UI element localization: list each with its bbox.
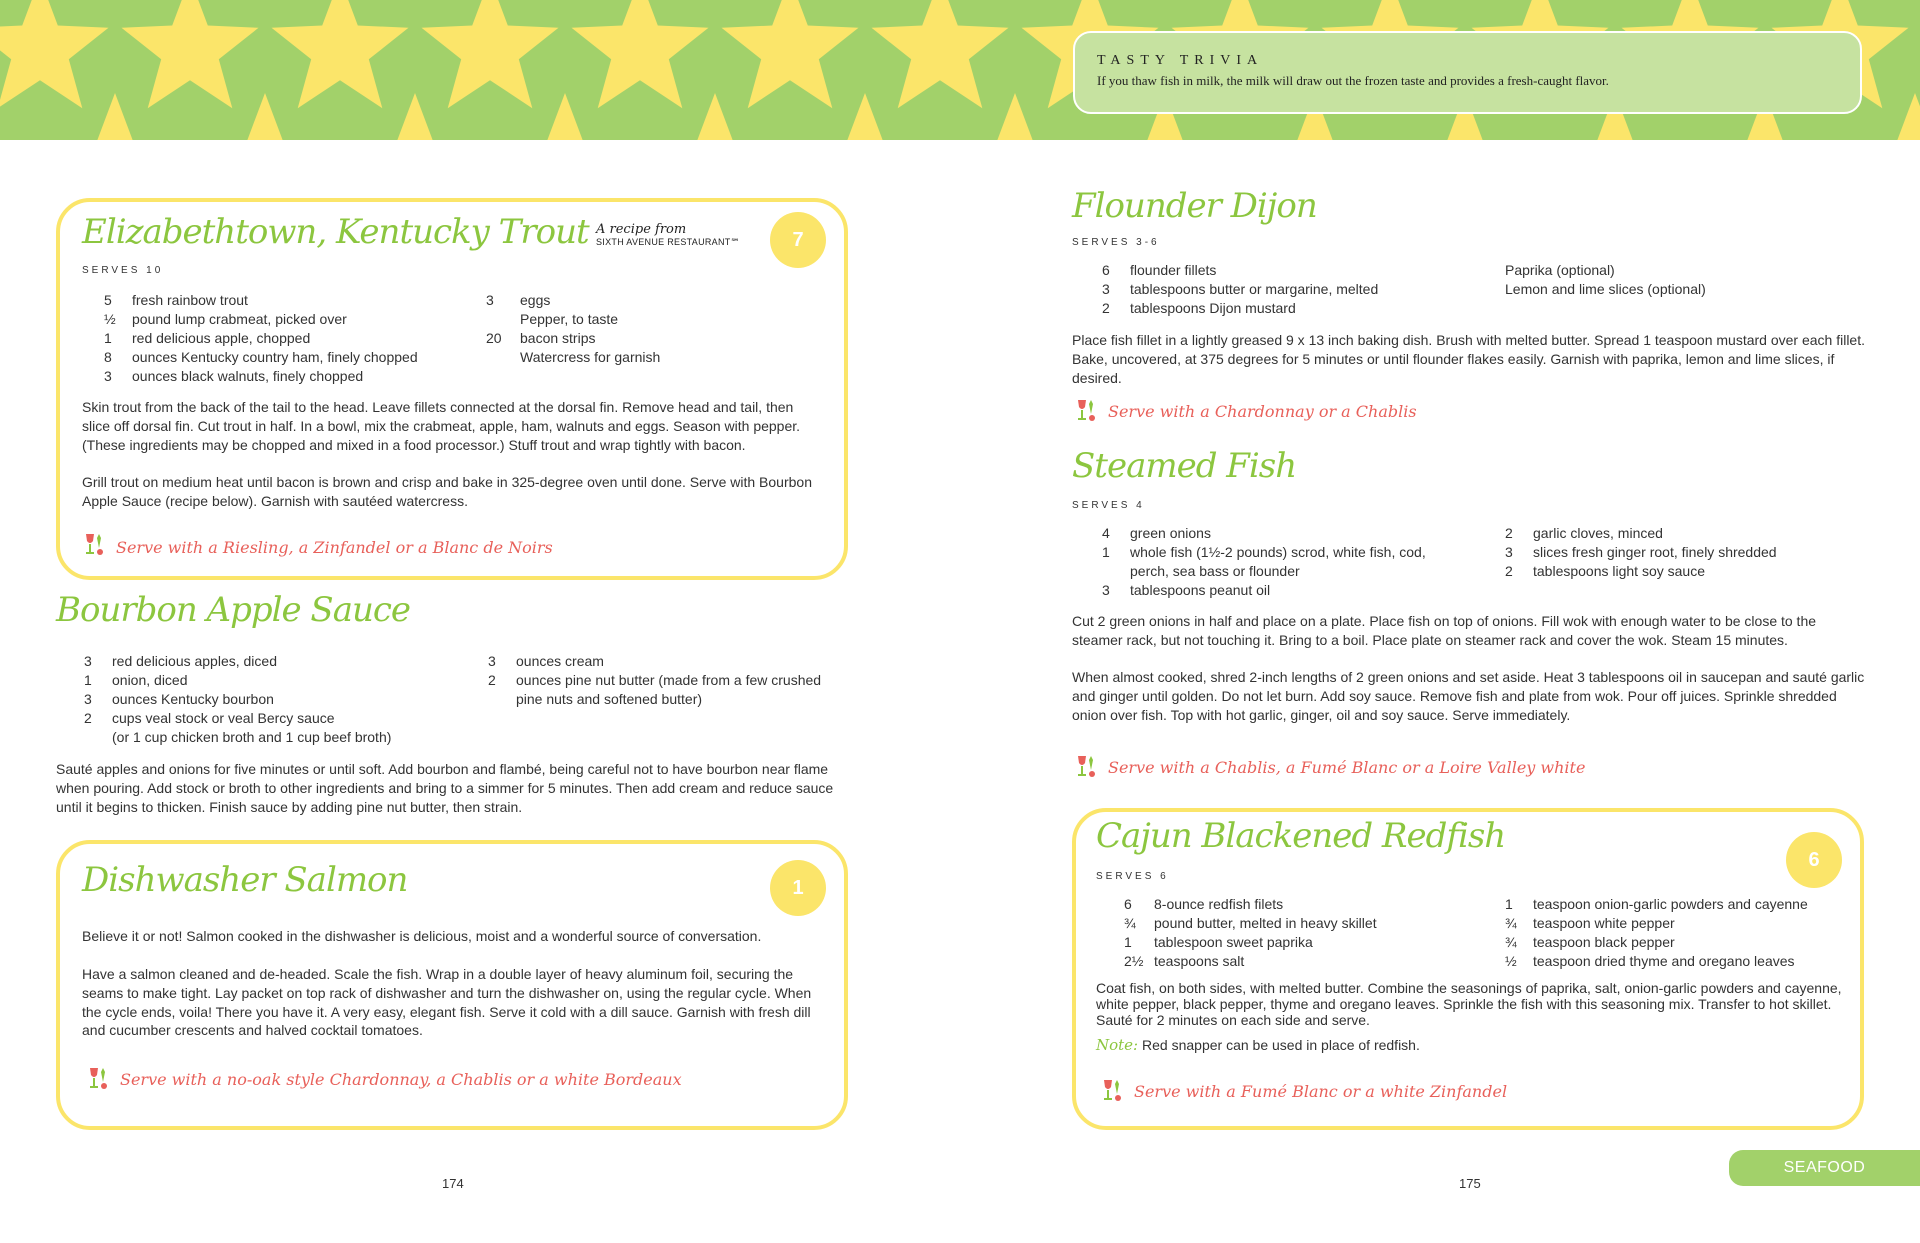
- ingredient-row: [488, 671, 821, 690]
- ingredient-row: [486, 348, 660, 367]
- ingredient-row: [486, 329, 660, 348]
- ingredient-row: [1505, 562, 1777, 581]
- steamed-ingredients-right: [1505, 524, 1777, 581]
- ingredient-quantity: 2: [1505, 525, 1513, 541]
- ingredient-text: tablespoons light soy sauce: [1533, 563, 1705, 579]
- ingredient-text: Watercress for garnish: [520, 349, 661, 365]
- flounder-serves: SERVES 3-6: [1072, 237, 1160, 248]
- ingredient-row: [1102, 299, 1378, 318]
- ingredient-text: Lemon and lime slices (optional): [1505, 281, 1706, 297]
- ingredient-row: [84, 709, 391, 728]
- bourbon-directions: Sauté apples and onions for five minutes or until soft. Add bourbon and flambé, being careful not to have bourbon near flame when pouring. Add stock or broth to other ingredients and bring to a simmer for 5 minutes. Then add cream and reduce sauce until it begins to thicken. Finish sauce by adding pine nut butter, then strain.: [56, 761, 834, 815]
- ingredient-text: pound butter, melted in heavy skillet: [1154, 915, 1377, 931]
- steamed-title: Steamed Fish: [1072, 446, 1297, 486]
- ingredient-text: onion, diced: [112, 672, 188, 688]
- ingredient-text: eggs: [520, 292, 551, 308]
- section-tab-seafood: SEAFOOD: [1729, 1150, 1920, 1186]
- salmon-intro: Believe it or not! Salmon cooked in the dishwasher is delicious, moist and a wonderful source of conversation.: [82, 928, 762, 944]
- trivia-text: If you thaw fish in milk, the milk will draw out the frozen taste and provides a fresh-caught flavor.: [1097, 73, 1609, 88]
- ingredient-text: teaspoon black pepper: [1533, 934, 1675, 950]
- ingredient-quantity: ½: [1505, 953, 1517, 969]
- ingredient-text: pound lump crabmeat, picked over: [132, 311, 347, 327]
- ingredient-row: [1102, 280, 1378, 299]
- ingredient-text: Paprika (optional): [1505, 262, 1615, 278]
- wine-glass-icon: [80, 530, 108, 565]
- ingredient-row: [1505, 261, 1706, 280]
- ingredient-row: [1505, 280, 1706, 299]
- ingredient-quantity: ½: [104, 311, 116, 327]
- ingredient-quantity: 1: [84, 672, 92, 688]
- ingredient-text: ounces Kentucky country ham, finely chopped: [132, 349, 418, 365]
- ingredient-text: whole fish (1½-2 pounds) scrod, white fish, cod,: [1130, 544, 1426, 560]
- ingredient-text: teaspoon dried thyme and oregano leaves: [1533, 953, 1795, 969]
- ingredient-row: [486, 310, 660, 329]
- ingredient-quantity: 1: [1505, 896, 1513, 912]
- ingredient-row: [104, 348, 418, 367]
- trout-directions-2: Grill trout on medium heat until bacon is brown and crisp and bake in 325-degree oven until done. Serve with Bourbon Apple Sauce (recipe below). Garnish with sautéed watercress.: [82, 474, 812, 509]
- ingredient-row: [1102, 562, 1426, 581]
- ingredient-text: tablespoon sweet paprika: [1154, 934, 1313, 950]
- ingredient-text: ounces pine nut butter (made from a few crushed: [516, 672, 822, 688]
- ingredient-text: garlic cloves, minced: [1533, 525, 1663, 541]
- ingredient-quantity: 3: [486, 292, 494, 308]
- wine-glass-icon: [1072, 752, 1100, 787]
- cajun-serves: SERVES 6: [1096, 871, 1169, 882]
- steamed-wine-pairing: Serve with a Chablis, a Fumé Blanc or a Loire Valley white: [1108, 758, 1586, 777]
- ingredient-quantity: 3: [1505, 544, 1513, 560]
- ingredient-row: [1102, 543, 1426, 562]
- ingredient-quantity: 3: [104, 368, 112, 384]
- ingredient-text: bacon strips: [520, 330, 596, 346]
- recipe-from-label: A recipe from: [596, 222, 687, 237]
- trout-recipe-card: [56, 198, 848, 580]
- note-label: Note:: [1096, 1036, 1139, 1054]
- ingredient-row: [104, 310, 418, 329]
- ingredient-quantity: 6: [1124, 896, 1132, 912]
- ingredient-row: [84, 671, 391, 690]
- note-text: Red snapper can be used in place of redfish.: [1142, 1037, 1420, 1053]
- ingredient-row: [1102, 524, 1426, 543]
- trivia-title: TASTY TRIVIA: [1097, 53, 1264, 68]
- ingredient-row: [1505, 952, 1808, 971]
- ingredient-quantity: 3: [1102, 582, 1110, 598]
- ingredient-row: [1124, 933, 1377, 952]
- flounder-wine-pairing: Serve with a Chardonnay or a Chablis: [1108, 402, 1417, 421]
- steamed-serves: SERVES 4: [1072, 500, 1145, 511]
- ingredient-quantity: 4: [1102, 525, 1110, 541]
- ingredient-quantity: ¾: [1505, 915, 1517, 931]
- ingredient-text: cups veal stock or veal Bercy sauce: [112, 710, 335, 726]
- ingredient-row: [84, 728, 391, 747]
- flounder-title: Flounder Dijon: [1072, 186, 1317, 226]
- ingredient-quantity: 20: [486, 330, 502, 346]
- salmon-title: Dishwasher Salmon: [82, 860, 408, 900]
- wine-glass-icon: [1072, 396, 1100, 431]
- cajun-directions: Coat fish, on both sides, with melted butter. Combine the seasonings of paprika, salt, onion-garlic powders and cayenne, white pepper, black pepper, thyme and oregano leaves. Sprinkle the fish with this seasoning mix. Transfer to hot skillet. Sauté for 2 minutes on each side and serve.: [1096, 980, 1842, 1028]
- trout-number-badge: 7: [770, 212, 826, 268]
- cajun-wine-pairing: Serve with a Fumé Blanc or a white Zinfandel: [1134, 1082, 1508, 1101]
- ingredient-text: ounces cream: [516, 653, 604, 669]
- ingredient-text: 8-ounce redfish filets: [1154, 896, 1284, 912]
- ingredient-row: [486, 291, 660, 310]
- ingredient-quantity: 2: [1102, 300, 1110, 316]
- ingredient-quantity: 3: [488, 653, 496, 669]
- ingredient-quantity: 1: [1102, 544, 1110, 560]
- ingredient-quantity: 2: [488, 672, 496, 688]
- ingredient-row: [1505, 895, 1808, 914]
- ingredient-row: [104, 291, 418, 310]
- ingredient-row: [1102, 581, 1426, 600]
- ingredient-row: [1505, 914, 1808, 933]
- ingredient-text: green onions: [1130, 525, 1211, 541]
- page-number-right: 175: [1459, 1176, 1481, 1191]
- ingredient-row: [1505, 543, 1777, 562]
- ingredient-row: [1505, 524, 1777, 543]
- flounder-ingredients-left: [1102, 261, 1378, 318]
- ingredient-quantity: 3: [84, 653, 92, 669]
- steamed-ingredients-left: [1102, 524, 1426, 600]
- trout-title: Elizabethtown, Kentucky Trout: [82, 212, 589, 252]
- ingredient-text: slices fresh ginger root, finely shredded: [1533, 544, 1777, 560]
- tasty-trivia-box: [1073, 31, 1862, 114]
- ingredient-quantity: 8: [104, 349, 112, 365]
- bourbon-ingredients-right: [488, 652, 821, 709]
- ingredient-text: teaspoons salt: [1154, 953, 1245, 969]
- wine-glass-icon: [84, 1064, 112, 1099]
- bourbon-title: Bourbon Apple Sauce: [56, 590, 411, 630]
- ingredient-row: [84, 652, 391, 671]
- ingredient-text: (or 1 cup chicken broth and 1 cup beef broth): [112, 729, 392, 745]
- trout-wine-pairing: Serve with a Riesling, a Zinfandel or a Blanc de Noirs: [116, 538, 553, 557]
- restaurant-name: SIXTH AVENUE RESTAURANT℠: [596, 237, 741, 247]
- cajun-ingredients-right: [1505, 895, 1808, 971]
- salmon-wine-pairing: Serve with a no-oak style Chardonnay, a Chablis or a white Bordeaux: [120, 1070, 682, 1089]
- cajun-note: [1096, 1036, 1844, 1055]
- ingredient-quantity: 2: [84, 710, 92, 726]
- cajun-ingredients-left: [1124, 895, 1377, 971]
- ingredient-quantity: 1: [1124, 934, 1132, 950]
- flounder-ingredients-right: [1505, 261, 1706, 299]
- ingredient-row: [1505, 933, 1808, 952]
- ingredient-quantity: 6: [1102, 262, 1110, 278]
- ingredient-quantity: 3: [84, 691, 92, 707]
- ingredient-text: red delicious apple, chopped: [132, 330, 311, 346]
- ingredient-quantity: ¾: [1505, 934, 1517, 950]
- steamed-directions-2: When almost cooked, shred 2-inch lengths of 2 green onions and set aside. Heat 3 tablespoons oil in saucepan and sauté garlic and ginger until golden. Do not let burn. Add soy sauce. Remove fish and plate from wok. Pour off juices. Sprinkle shredded onion over fish. Top with hot garlic, ginger, oil and soy sauce. Serve immediately.: [1072, 669, 1865, 723]
- ingredient-row: [1124, 914, 1377, 933]
- bourbon-ingredients-left: [84, 652, 391, 747]
- ingredient-row: [84, 690, 391, 709]
- ingredient-text: red delicious apples, diced: [112, 653, 277, 669]
- ingredient-text: ounces Kentucky bourbon: [112, 691, 274, 707]
- ingredient-text: fresh rainbow trout: [132, 292, 248, 308]
- steamed-directions-1: Cut 2 green onions in half and place on a plate. Place fish on top of onions. Fill wok with enough water to be close to the steamer rack, but not touching it. Bring to a boil. Place plate on steamer rack and cover the wok. Steam 15 minutes.: [1072, 613, 1817, 648]
- ingredient-quantity: 3: [1102, 281, 1110, 297]
- ingredient-quantity: ¾: [1124, 915, 1136, 931]
- trout-serves: SERVES 10: [82, 265, 164, 276]
- ingredient-text: pine nuts and softened butter): [516, 691, 703, 707]
- recipe-from-credit: [596, 222, 740, 248]
- ingredient-quantity: 1: [104, 330, 112, 346]
- ingredient-row: [488, 652, 821, 671]
- ingredient-row: [1124, 952, 1377, 971]
- ingredient-text: flounder fillets: [1130, 262, 1217, 278]
- ingredient-row: [488, 690, 821, 709]
- cajun-number-badge: 6: [1786, 832, 1842, 888]
- trout-ingredients-right: [486, 291, 660, 367]
- ingredient-text: Pepper, to taste: [520, 311, 619, 327]
- ingredient-row: [1102, 261, 1378, 280]
- ingredient-text: teaspoon white pepper: [1533, 915, 1675, 931]
- ingredient-row: [104, 329, 418, 348]
- salmon-number-badge: 1: [770, 860, 826, 916]
- trout-ingredients-left: [104, 291, 418, 386]
- salmon-directions: Have a salmon cleaned and de-headed. Scale the fish. Wrap in a double layer of heavy aluminum foil, securing the seams to make tight. Lay packet on top rack of dishwasher and turn the dishwasher on, using the regular cycle. When the cycle ends, voila! There you have it. A very easy, elegant fish. Serve it cold with a dill sauce. Garnish with fresh dill and cucumber crescents and halved cocktail tomatoes.: [82, 966, 812, 1039]
- ingredient-quantity: 2: [1505, 563, 1513, 579]
- ingredient-quantity: 5: [104, 292, 112, 308]
- ingredient-text: tablespoons Dijon mustard: [1130, 300, 1296, 316]
- ingredient-text: tablespoons butter or margarine, melted: [1130, 281, 1379, 297]
- ingredient-text: perch, sea bass or flounder: [1130, 563, 1300, 579]
- ingredient-quantity: 2½: [1124, 953, 1144, 969]
- page-number-left: 174: [442, 1176, 464, 1191]
- flounder-directions: Place fish fillet in a lightly greased 9 x 13 inch baking dish. Brush with melted butter. Spread 1 teaspoon mustard over each fillet. Bake, uncovered, at 375 degrees for 5 minutes or until flounder flakes easily. Garnish with paprika, lemon and lime slices, if desired.: [1072, 332, 1865, 386]
- trout-directions-1: Skin trout from the back of the tail to the head. Leave fillets connected at the dorsal fin. Remove head and tail, then slice off dorsal fin. Cut trout in half. In a bowl, mix the crabmeat, apple, ham, walnuts and eggs. Season with pepper. (These ingredients may be chopped and mixed in a food processor.) Stuff trout and wrap tightly with bacon.: [82, 399, 801, 453]
- wine-glass-icon: [1098, 1076, 1126, 1111]
- ingredient-text: teaspoon onion-garlic powders and cayenne: [1533, 896, 1808, 912]
- ingredient-text: ounces black walnuts, finely chopped: [132, 368, 364, 384]
- ingredient-text: tablespoons peanut oil: [1130, 582, 1271, 598]
- cajun-title: Cajun Blackened Redfish: [1096, 816, 1506, 856]
- ingredient-row: [1124, 895, 1377, 914]
- ingredient-row: [104, 367, 418, 386]
